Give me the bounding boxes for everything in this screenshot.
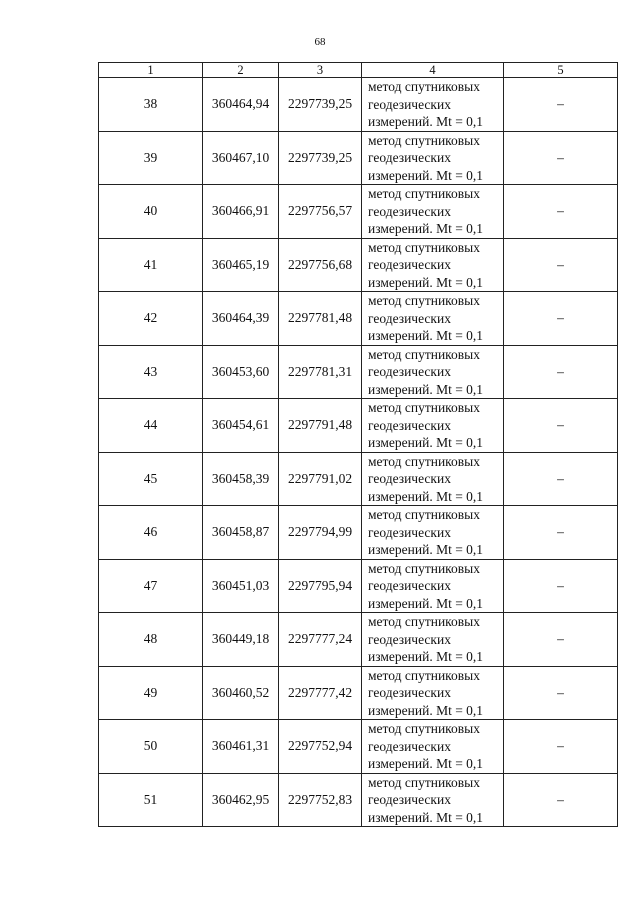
table-row bbox=[99, 666, 618, 720]
method-text-line-1: метод спутниковых bbox=[368, 721, 480, 736]
table-row bbox=[99, 292, 618, 346]
y-coordinate-cell: 2297739,25 bbox=[279, 131, 362, 185]
method-cell bbox=[362, 185, 504, 239]
method-text-line-1: метод спутниковых bbox=[368, 79, 480, 94]
method-cell bbox=[362, 292, 504, 346]
method-text-line-3: измерений. Mt = 0,1 bbox=[368, 381, 484, 397]
x-coordinate-cell: 360451,03 bbox=[203, 559, 279, 613]
header-cell-3: 3 bbox=[279, 63, 362, 78]
method-text-line-2: геодезических bbox=[368, 524, 451, 540]
y-coordinate-cell: 2297752,94 bbox=[279, 720, 362, 774]
y-coordinate-cell: 2297777,24 bbox=[279, 613, 362, 667]
method-text-line-2: геодезических bbox=[368, 310, 451, 326]
method-text-line-2: геодезических bbox=[368, 96, 451, 112]
method-cell bbox=[362, 238, 504, 292]
table-row bbox=[99, 506, 618, 560]
y-coordinate-cell: 2297739,25 bbox=[279, 78, 362, 132]
method-cell bbox=[362, 131, 504, 185]
method-text-line-2: геодезических bbox=[368, 631, 451, 647]
column-5-cell: – bbox=[504, 292, 618, 346]
x-coordinate-cell: 360462,95 bbox=[203, 773, 279, 827]
page-number: 68 bbox=[314, 36, 326, 48]
table-row bbox=[99, 559, 618, 613]
method-text-line-1: метод спутниковых bbox=[368, 186, 480, 201]
y-coordinate-cell: 2297795,94 bbox=[279, 559, 362, 613]
x-coordinate-cell: 360454,61 bbox=[203, 399, 279, 453]
table-row bbox=[99, 345, 618, 399]
point-number-cell: 39 bbox=[99, 131, 203, 185]
method-text-line-1: метод спутниковых bbox=[368, 453, 480, 469]
y-coordinate-cell: 2297781,31 bbox=[279, 345, 362, 399]
column-5-cell: – bbox=[504, 78, 618, 132]
x-coordinate-cell: 360464,39 bbox=[203, 292, 279, 346]
column-5-cell: – bbox=[504, 185, 618, 239]
method-text-line-3: измерений. Mt = 0,1 bbox=[368, 488, 484, 504]
y-coordinate-cell: 2297791,48 bbox=[279, 399, 362, 453]
point-number-cell: 43 bbox=[99, 345, 203, 399]
y-coordinate-cell: 2297791,02 bbox=[279, 452, 362, 506]
y-coordinate-cell: 2297756,57 bbox=[279, 185, 362, 239]
method-text-line-1: метод спутниковых bbox=[368, 293, 480, 308]
y-coordinate-cell: 2297756,68 bbox=[279, 238, 362, 292]
method-cell bbox=[362, 345, 504, 399]
x-coordinate-cell: 360467,10 bbox=[203, 131, 279, 185]
method-text-line-1: метод спутниковых bbox=[368, 400, 480, 415]
column-5-cell: – bbox=[504, 345, 618, 399]
table-body bbox=[99, 63, 618, 827]
table-header-row bbox=[99, 63, 618, 78]
method-cell bbox=[362, 613, 504, 667]
column-5-cell: – bbox=[504, 773, 618, 827]
x-coordinate-cell: 360453,60 bbox=[203, 345, 279, 399]
table-row bbox=[99, 78, 618, 132]
coordinates-table bbox=[98, 62, 618, 827]
column-5-cell: – bbox=[504, 238, 618, 292]
method-cell bbox=[362, 399, 504, 453]
method-text-line-2: геодезических bbox=[368, 203, 451, 219]
x-coordinate-cell: 360464,94 bbox=[203, 78, 279, 132]
method-text-line-1: метод спутниковых bbox=[368, 132, 480, 148]
point-number-cell: 41 bbox=[99, 238, 203, 292]
y-coordinate-cell: 2297752,83 bbox=[279, 773, 362, 827]
method-text-line-3: измерений. Mt = 0,1 bbox=[368, 221, 484, 236]
method-text-line-3: измерений. Mt = 0,1 bbox=[368, 756, 484, 771]
method-text-line-3: измерений. Mt = 0,1 bbox=[368, 167, 484, 183]
table-row bbox=[99, 452, 618, 506]
point-number-cell: 51 bbox=[99, 773, 203, 827]
column-5-cell: – bbox=[504, 559, 618, 613]
column-5-cell: – bbox=[504, 399, 618, 453]
point-number-cell: 49 bbox=[99, 666, 203, 720]
method-text-line-1: метод спутниковых bbox=[368, 346, 480, 362]
x-coordinate-cell: 360458,87 bbox=[203, 506, 279, 560]
column-5-cell: – bbox=[504, 720, 618, 774]
method-text-line-3: измерений. Mt = 0,1 bbox=[368, 649, 484, 664]
x-coordinate-cell: 360465,19 bbox=[203, 238, 279, 292]
method-text-line-3: измерений. Mt = 0,1 bbox=[368, 435, 484, 450]
point-number-cell: 45 bbox=[99, 452, 203, 506]
table-row bbox=[99, 613, 618, 667]
table-row bbox=[99, 720, 618, 774]
method-text-line-2: геодезических bbox=[368, 417, 451, 433]
table-row bbox=[99, 773, 618, 827]
point-number-cell: 38 bbox=[99, 78, 203, 132]
method-text-line-1: метод спутниковых bbox=[368, 507, 480, 522]
header-cell-5: 5 bbox=[504, 63, 618, 78]
method-text-line-3: измерений. Mt = 0,1 bbox=[368, 595, 484, 611]
method-text-line-3: измерений. Mt = 0,1 bbox=[368, 328, 484, 343]
x-coordinate-cell: 360466,91 bbox=[203, 185, 279, 239]
header-cell-1: 1 bbox=[99, 63, 203, 78]
method-text-line-2: геодезических bbox=[368, 792, 451, 807]
method-text-line-3: измерений. Mt = 0,1 bbox=[368, 702, 484, 718]
method-text-line-3: измерений. Mt = 0,1 bbox=[368, 114, 484, 129]
column-5-cell: – bbox=[504, 613, 618, 667]
method-cell bbox=[362, 452, 504, 506]
method-text-line-1: метод спутниковых bbox=[368, 614, 480, 629]
y-coordinate-cell: 2297781,48 bbox=[279, 292, 362, 346]
method-cell bbox=[362, 666, 504, 720]
method-text-line-2: геодезических bbox=[368, 364, 451, 379]
point-number-cell: 40 bbox=[99, 185, 203, 239]
method-text-line-2: геодезических bbox=[368, 471, 451, 486]
header-cell-4: 4 bbox=[362, 63, 504, 78]
method-text-line-1: метод спутниковых bbox=[368, 560, 480, 576]
table-row bbox=[99, 185, 618, 239]
method-text-line-3: измерений. Mt = 0,1 bbox=[368, 274, 484, 290]
method-cell bbox=[362, 506, 504, 560]
column-5-cell: – bbox=[504, 131, 618, 185]
x-coordinate-cell: 360458,39 bbox=[203, 452, 279, 506]
point-number-cell: 44 bbox=[99, 399, 203, 453]
method-cell bbox=[362, 773, 504, 827]
table-row bbox=[99, 238, 618, 292]
point-number-cell: 50 bbox=[99, 720, 203, 774]
method-text-line-2: геодезических bbox=[368, 578, 451, 593]
method-cell bbox=[362, 78, 504, 132]
x-coordinate-cell: 360460,52 bbox=[203, 666, 279, 720]
method-cell bbox=[362, 559, 504, 613]
method-text-line-2: геодезических bbox=[368, 150, 451, 165]
method-cell bbox=[362, 720, 504, 774]
y-coordinate-cell: 2297777,42 bbox=[279, 666, 362, 720]
x-coordinate-cell: 360461,31 bbox=[203, 720, 279, 774]
method-text-line-2: геодезических bbox=[368, 738, 451, 754]
x-coordinate-cell: 360449,18 bbox=[203, 613, 279, 667]
method-text-line-3: измерений. Mt = 0,1 bbox=[368, 809, 484, 825]
point-number-cell: 47 bbox=[99, 559, 203, 613]
method-text-line-1: метод спутниковых bbox=[368, 239, 480, 255]
table-row bbox=[99, 399, 618, 453]
point-number-cell: 46 bbox=[99, 506, 203, 560]
method-text-line-1: метод спутниковых bbox=[368, 774, 480, 790]
column-5-cell: – bbox=[504, 666, 618, 720]
header-cell-2: 2 bbox=[203, 63, 279, 78]
point-number-cell: 48 bbox=[99, 613, 203, 667]
method-text-line-1: метод спутниковых bbox=[368, 667, 480, 683]
point-number-cell: 42 bbox=[99, 292, 203, 346]
method-text-line-3: измерений. Mt = 0,1 bbox=[368, 542, 484, 557]
column-5-cell: – bbox=[504, 452, 618, 506]
table-row bbox=[99, 131, 618, 185]
y-coordinate-cell: 2297794,99 bbox=[279, 506, 362, 560]
column-5-cell: – bbox=[504, 506, 618, 560]
method-text-line-2: геодезических bbox=[368, 685, 451, 700]
method-text-line-2: геодезических bbox=[368, 257, 451, 272]
